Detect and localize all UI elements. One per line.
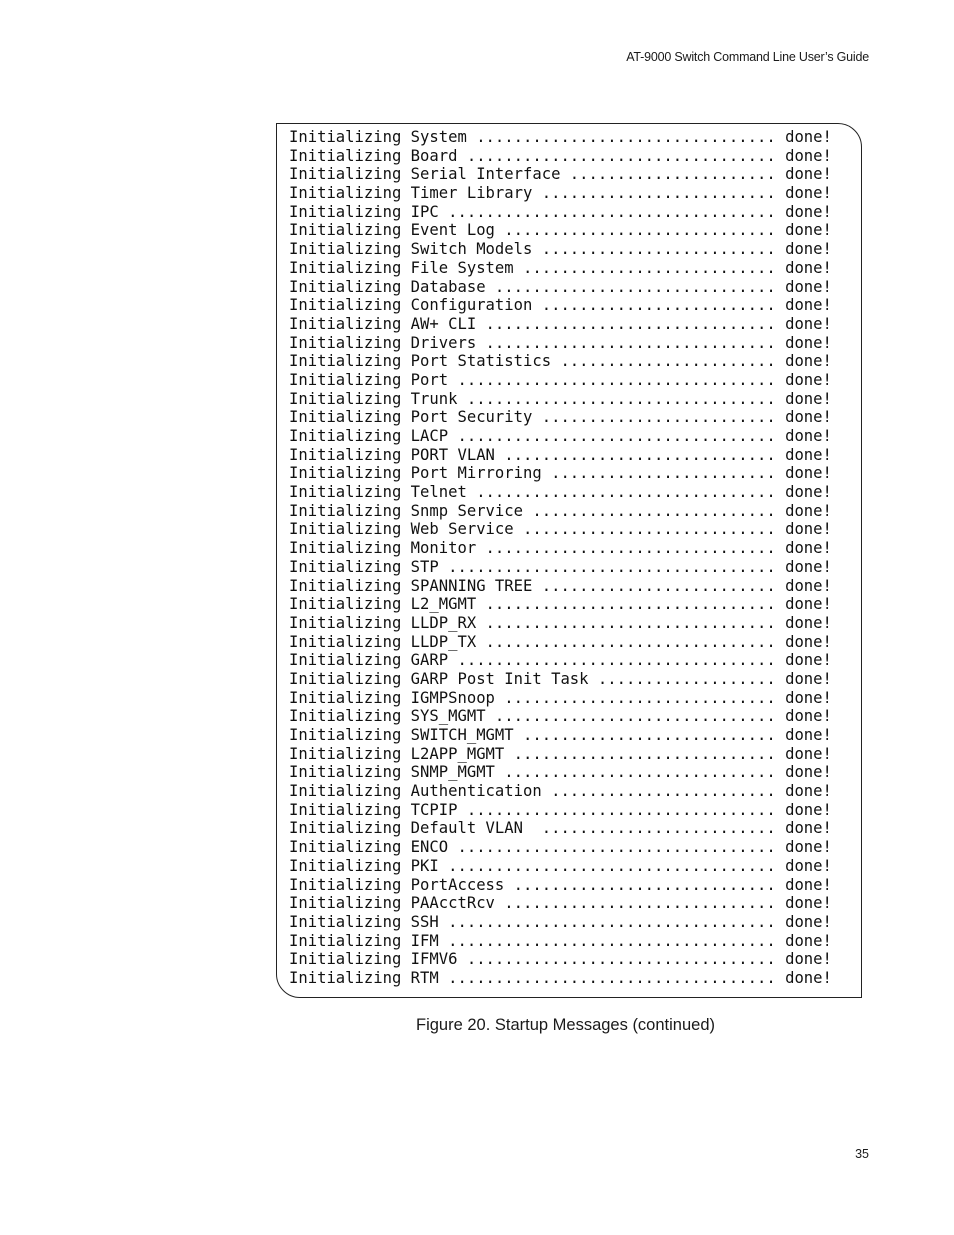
console-line: Initializing GARP .................................. done! [289, 651, 832, 670]
console-line: Initializing AW+ CLI ............................... done! [289, 314, 832, 333]
console-line: Initializing SPANNING TREE ......................... done! [289, 576, 832, 595]
running-header: AT-9000 Switch Command Line User’s Guide [626, 50, 869, 64]
console-line: Initializing File System ........................... done! [289, 258, 832, 277]
console-line: Initializing Authentication ........................ done! [289, 782, 832, 801]
console-line: Initializing Trunk ................................. done! [289, 389, 832, 408]
console-line: Initializing Snmp Service .......................... done! [289, 501, 832, 520]
console-line: Initializing L2_MGMT ............................... done! [289, 595, 832, 614]
console-line: Initializing Event Log ............................. done! [289, 221, 832, 240]
console-line: Initializing ENCO .................................. done! [289, 838, 832, 857]
console-lines [289, 128, 861, 988]
console-line: Initializing Port Statistics ....................... done! [289, 352, 832, 371]
console-line: Initializing Timer Library ......................... done! [289, 184, 832, 203]
console-line: Initializing Web Service ........................... done! [289, 520, 832, 539]
console-line: Initializing IFMV6 ................................. done! [289, 950, 832, 969]
console-line: Initializing SSH ................................... done! [289, 912, 832, 931]
console-line: Initializing L2APP_MGMT ............................ done! [289, 744, 832, 763]
console-line: Initializing PKI ................................... done! [289, 856, 832, 875]
console-line: Initializing Port Security ......................... done! [289, 408, 832, 427]
page-number: 35 [855, 1147, 869, 1161]
console-line: Initializing Board ................................. done! [289, 146, 832, 165]
console-line: Initializing IPC ................................... done! [289, 202, 832, 221]
figure-caption: Figure 20. Startup Messages (continued) [416, 1016, 715, 1034]
console-line: Initializing PORT VLAN ............................. done! [289, 445, 832, 464]
console-line: Initializing Monitor ............................... done! [289, 539, 832, 558]
console-line: Initializing Configuration ......................... done! [289, 296, 832, 315]
console-line: Initializing Default VLAN ......................... done! [289, 819, 832, 838]
console-line: Initializing IFM ................................... done! [289, 931, 832, 950]
console-line: Initializing PAAcctRcv ............................. done! [289, 894, 832, 913]
console-line: Initializing GARP Post Init Task ................... done! [289, 669, 832, 688]
console-line: Initializing SNMP_MGMT ............................. done! [289, 763, 832, 782]
console-line: Initializing SWITCH_MGMT ........................... done! [289, 726, 832, 744]
console-line: Initializing Switch Models ......................... done! [289, 240, 832, 259]
console-line: Initializing STP ................................... done! [289, 557, 832, 576]
console-line: Initializing Telnet ................................ done! [289, 483, 832, 502]
console-line: Initializing IGMPSnoop ............................. done! [289, 688, 832, 707]
console-line: Initializing Port .................................. done! [289, 370, 832, 389]
console-line: Initializing LLDP_RX ............................... done! [289, 613, 832, 632]
console-line: Initializing LLDP_TX ............................... done! [289, 632, 832, 651]
console-output-box [276, 123, 862, 998]
console-line: Initializing Drivers ............................... done! [289, 333, 832, 352]
console-line: Initializing LACP .................................. done! [289, 427, 832, 445]
console-line: Initializing Port Mirroring ........................ done! [289, 464, 832, 483]
console-line: Initializing Serial Interface ...................... done! [289, 165, 832, 184]
console-line: Initializing System ................................ done! [289, 128, 832, 146]
console-line: Initializing Database .............................. done! [289, 277, 832, 296]
console-line: Initializing TCPIP ................................. done! [289, 800, 832, 819]
console-line: Initializing PortAccess ............................ done! [289, 875, 832, 894]
console-line: Initializing SYS_MGMT .............................. done! [289, 707, 832, 726]
console-line: Initializing RTM ................................... done! [289, 968, 832, 987]
